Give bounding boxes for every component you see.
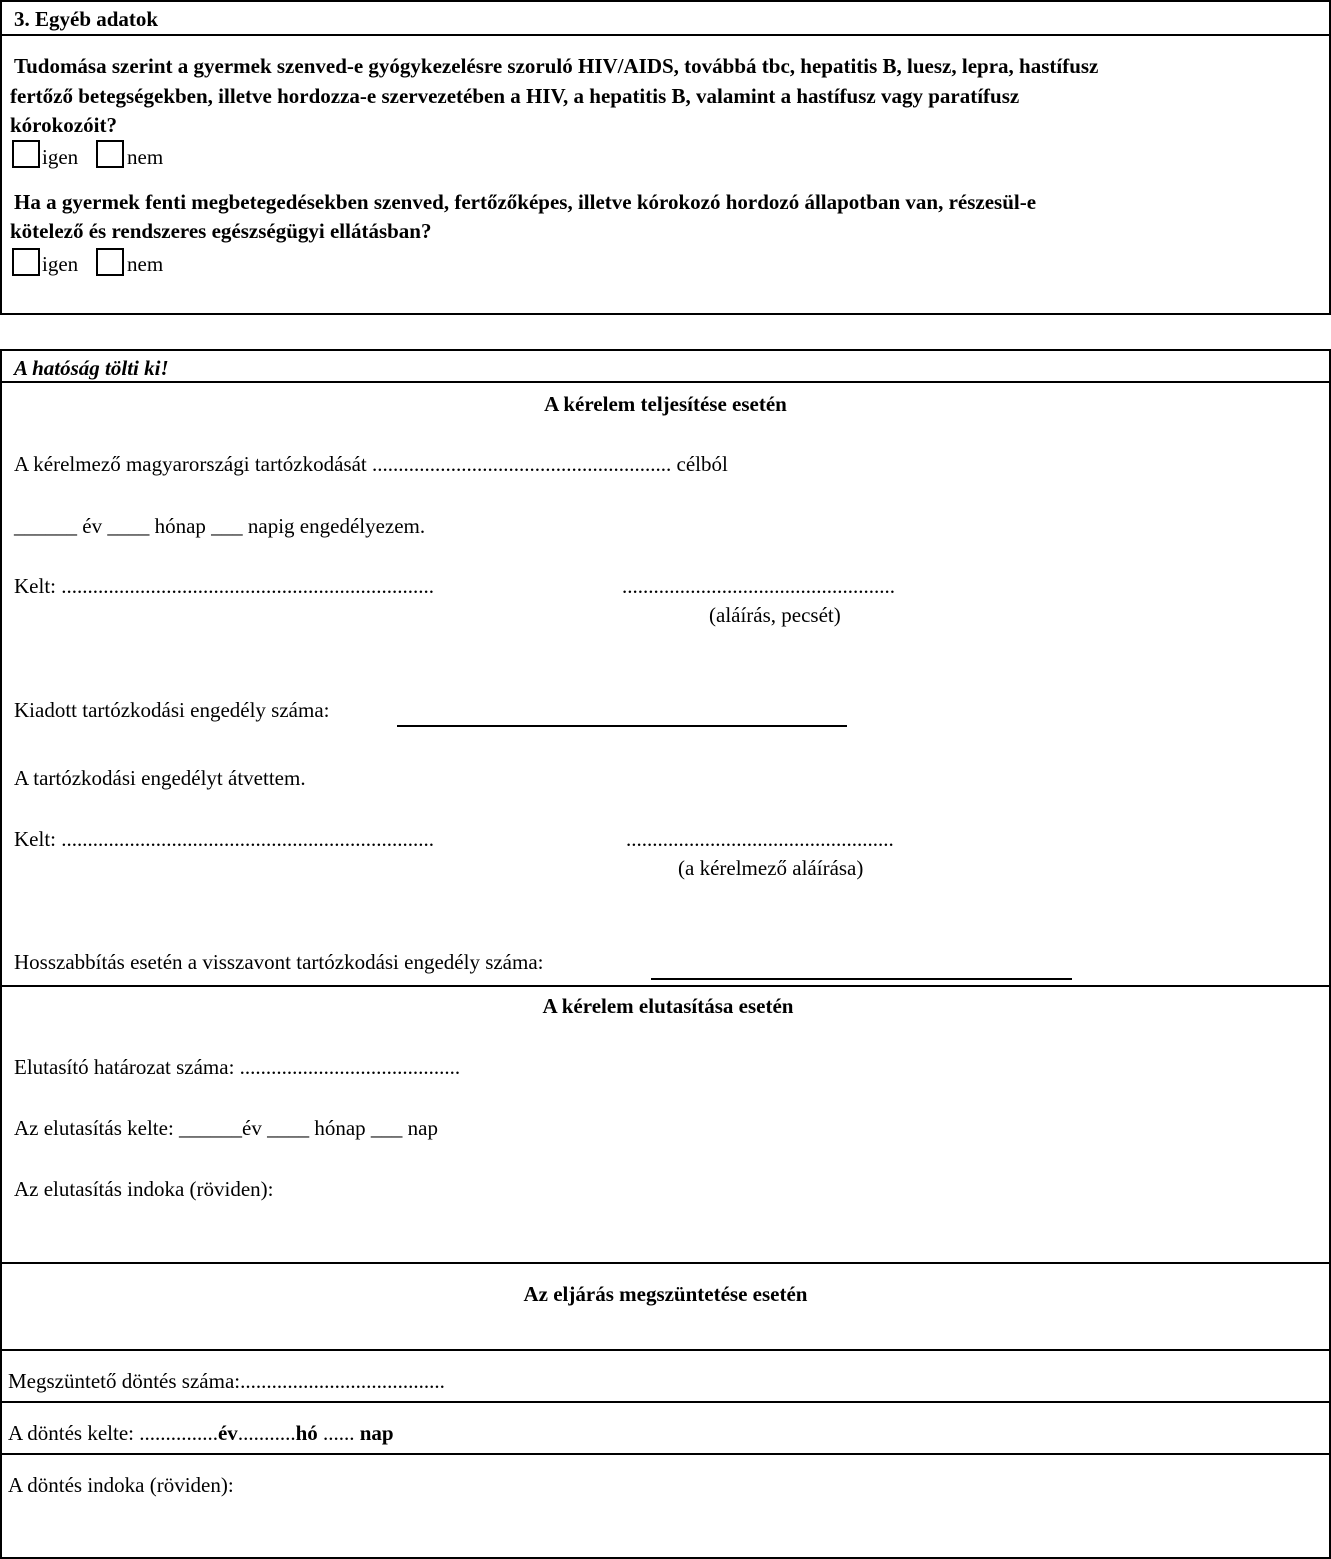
termination-date-prefix: A döntés kelte: ............... (8, 1421, 218, 1445)
termination-date-line (8, 1421, 394, 1445)
section3-divider (0, 34, 1331, 36)
termination-reason-label: A döntés indoka (röviden): (8, 1473, 234, 1497)
q1-line3: kórokozóit? (10, 113, 117, 137)
termination-date-nap: nap (359, 1421, 394, 1445)
termination-date-dots2: ........... (237, 1421, 296, 1445)
rejection-title: A kérelem elutasítása esetén (542, 994, 794, 1018)
termination-date-ev: év (217, 1421, 238, 1445)
termination-date-ho: hó (295, 1421, 318, 1445)
approval-title: A kérelem teljesítése esetén (544, 392, 787, 416)
q1-line1: Tudomása szerint a gyermek szenved-e gyógykezelésre szoruló HIV/AIDS, továbbá tbc, hepatitis B, luesz, lepra, hastífusz (14, 54, 1099, 78)
q1-no-label: nem (127, 145, 164, 169)
q2-yes-checkbox[interactable] (12, 248, 40, 276)
approval-kelt-2: Kelt: ....................................................................... (14, 827, 434, 851)
q2-yes-label: igen (42, 252, 79, 276)
approval-duration-line: ______ év ____ hónap ___ napig engedélyezem. (14, 514, 426, 538)
q2-line2: kötelező és rendszeres egészségügyi ellátásban? (10, 219, 432, 243)
q2-no-checkbox[interactable] (96, 248, 124, 276)
q2-no-label: nem (127, 252, 164, 276)
rejection-divider (0, 985, 1331, 987)
rejection-reason-label: Az elutasítás indoka (röviden): (14, 1177, 274, 1201)
q1-no-checkbox[interactable] (96, 140, 124, 168)
termination-date-divider (0, 1401, 1331, 1403)
section3-box (0, 0, 1331, 315)
applicant-signature-dots: ................................................... (626, 827, 894, 851)
permit-number-field[interactable] (397, 725, 847, 727)
extension-permit-field[interactable] (651, 978, 1072, 980)
authority-header: A hatóság tölti ki! (14, 356, 169, 380)
q2-line1: Ha a gyermek fenti megbetegedésekben szenved, fertőzőképes, illetve kórokozó hordozó állapotban van, részesül-e (14, 190, 1037, 214)
extension-permit-label: Hosszabbítás esetén a visszavont tartózkodási engedély száma: (14, 950, 544, 974)
approval-signature-dots: .................................................... (622, 574, 895, 598)
termination-divider (0, 1262, 1331, 1264)
permit-received-line: A tartózkodási engedélyt átvettem. (14, 766, 306, 790)
approval-signature-caption: (aláírás, pecsét) (709, 603, 841, 627)
termination-number-divider (0, 1349, 1331, 1351)
termination-decision-number: Megszüntető döntés száma:....................................... (8, 1369, 445, 1393)
applicant-signature-caption: (a kérelmező aláírása) (678, 856, 864, 880)
q1-yes-label: igen (42, 145, 79, 169)
authority-header-divider (0, 381, 1331, 383)
rejection-date-line: Az elutasítás kelte: ______év ____ hónap ___ nap (14, 1116, 438, 1140)
termination-date-dots3: ...... (317, 1421, 360, 1445)
q1-line2: fertőző betegségekben, illetve hordozza-e szervezetében a HIV, a hepatitis B, valamint a hastífusz vagy paratífusz (10, 84, 1020, 108)
termination-reason-divider (0, 1453, 1331, 1455)
section3-title: 3. Egyéb adatok (14, 7, 159, 31)
q1-yes-checkbox[interactable] (12, 140, 40, 168)
rejection-decision-number: Elutasító határozat száma: .......................................... (14, 1055, 461, 1079)
permit-number-label: Kiadott tartózkodási engedély száma: (14, 698, 330, 722)
approval-purpose-line: A kérelmező magyarországi tartózkodását ......................................................... célból (14, 452, 728, 476)
approval-kelt-1: Kelt: ....................................................................... (14, 574, 434, 598)
termination-title: Az eljárás megszüntetése esetén (523, 1282, 808, 1306)
